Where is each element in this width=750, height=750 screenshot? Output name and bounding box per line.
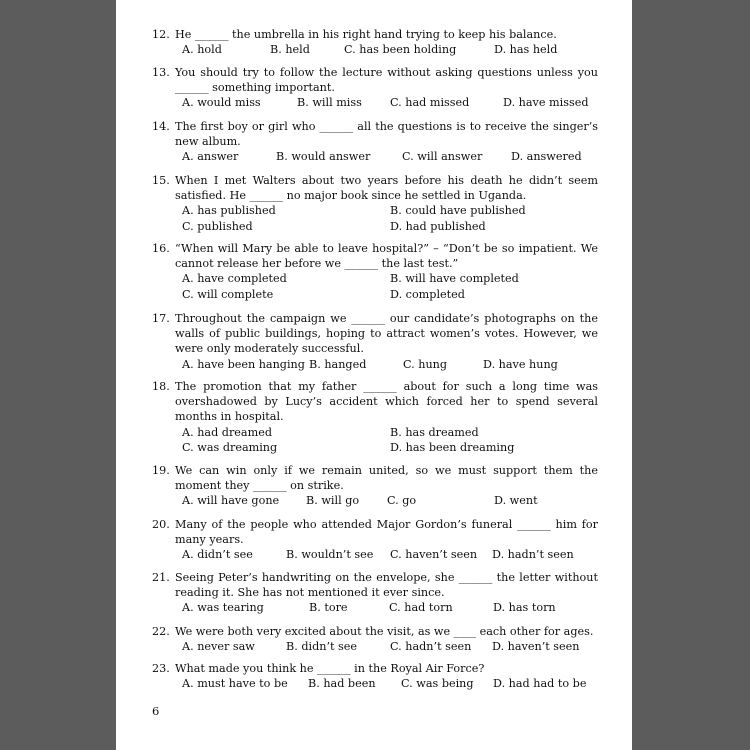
option-d: D. answered <box>511 150 582 164</box>
options-row <box>152 600 598 615</box>
option-a: A. must have to be <box>182 677 288 691</box>
question-number: 12. <box>152 28 170 41</box>
option-d: D. went <box>494 494 538 508</box>
question-number: 22. <box>152 625 170 638</box>
options-row <box>152 149 598 164</box>
options-row <box>152 547 598 562</box>
question-stem: When I met Walters about two years before his death he didn’t seem satisfied. He ______ no major book since he settled in Uganda. <box>175 174 598 203</box>
option-c: C. published <box>182 219 253 233</box>
option-c: C. has been holding <box>344 43 457 57</box>
question-stem: “When will Mary be able to leave hospital?” – “Don’t be so impatient. We cannot release her before we ______ the last test.” <box>175 242 598 271</box>
options-grid <box>152 425 598 455</box>
option-d: D. have missed <box>503 96 589 110</box>
question-12 <box>152 27 598 57</box>
option-c: C. hung <box>403 357 448 371</box>
question-15 <box>152 173 598 234</box>
question-stem: He ______ the umbrella in his right hand trying to keep his balance. <box>175 28 557 41</box>
option-a: A. will have gone <box>182 494 280 508</box>
question-number: 20. <box>152 518 170 531</box>
question-number: 21. <box>152 571 170 584</box>
option-b: B. will go <box>306 494 360 508</box>
question-17 <box>152 311 598 372</box>
question-number: 23. <box>152 662 170 675</box>
option-b: B. would answer <box>276 150 371 164</box>
option-d: D. completed <box>390 287 465 301</box>
option-b: B. will have completed <box>390 272 519 286</box>
question-20 <box>152 517 598 563</box>
options-row <box>152 639 598 654</box>
question-13 <box>152 65 598 111</box>
question-stem: You should try to follow the lecture without asking questions unless you ______ something important. <box>175 66 598 95</box>
option-b: B. wouldn’t see <box>286 548 374 562</box>
option-b: B. held <box>270 43 310 57</box>
options-row <box>152 493 598 508</box>
question-number: 14. <box>152 120 170 133</box>
option-a: A. have completed <box>182 272 287 286</box>
option-d: D. has been dreaming <box>390 440 515 454</box>
option-b: B. had been <box>308 677 376 691</box>
question-number: 17. <box>152 312 170 325</box>
option-a: A. didn’t see <box>182 548 253 562</box>
options-grid <box>152 203 598 233</box>
question-number: 16. <box>152 242 170 255</box>
option-a: A. hold <box>182 43 222 57</box>
option-c: C. was dreaming <box>182 440 278 454</box>
option-c: C. had torn <box>389 601 453 615</box>
option-d: D. has torn <box>493 601 556 615</box>
option-b: B. hanged <box>309 357 367 371</box>
question-16 <box>152 241 598 302</box>
question-number: 13. <box>152 66 170 79</box>
option-c: C. haven’t seen <box>390 548 478 562</box>
options-row <box>152 357 598 372</box>
option-c: C. will complete <box>182 287 274 301</box>
option-a: A. had dreamed <box>182 425 272 439</box>
option-d: D. has held <box>494 43 558 57</box>
question-stem: The first boy or girl who ______ all the questions is to receive the singer’s new album. <box>175 120 598 149</box>
option-b: B. didn’t see <box>286 640 358 654</box>
question-21 <box>152 570 598 616</box>
option-b: B. will miss <box>297 96 362 110</box>
option-c: C. had missed <box>390 96 470 110</box>
question-number: 19. <box>152 464 170 477</box>
question-stem: We can win only if we remain united, so we must support them the moment they ______ on strike. <box>175 464 598 493</box>
option-c: C. go <box>387 494 417 508</box>
option-c: C. will answer <box>402 150 483 164</box>
option-c: C. was being <box>401 677 474 691</box>
document-page <box>116 0 632 750</box>
option-b: B. tore <box>309 601 348 615</box>
option-a: A. answer <box>182 150 239 164</box>
options-grid <box>152 271 598 301</box>
question-stem: Seeing Peter’s handwriting on the envelope, she ______ the letter without reading it. She has not mentioned it ever since. <box>175 571 598 600</box>
option-b: B. has dreamed <box>390 425 479 439</box>
question-stem: The promotion that my father ______ about for such a long time was overshadowed by Lucy’s accident which forced her to spend several months in hospital. <box>175 380 598 424</box>
option-a: A. never saw <box>182 640 255 654</box>
page-number: 6 <box>152 704 160 718</box>
question-19 <box>152 463 598 509</box>
question-23 <box>152 661 598 691</box>
option-a: A. would miss <box>182 96 261 110</box>
option-d: D. have hung <box>483 357 558 371</box>
option-d: D. hadn’t seen <box>492 548 574 562</box>
option-a: A. was tearing <box>182 601 264 615</box>
question-number: 18. <box>152 380 170 393</box>
options-row <box>152 676 598 691</box>
question-stem: We were both very excited about the visit, as we ____ each other for ages. <box>175 625 594 638</box>
option-a: A. has published <box>182 204 276 218</box>
option-a: A. have been hanging <box>182 357 305 371</box>
question-stem: Throughout the campaign we ______ our candidate’s photographs on the walls of public buildings, hoping to attract women’s votes. However, we were only moderately successful. <box>175 312 598 356</box>
question-stem: Many of the people who attended Major Gordon’s funeral ______ him for many years. <box>175 518 598 547</box>
question-number: 15. <box>152 174 170 187</box>
option-b: B. could have published <box>390 204 526 218</box>
question-18 <box>152 379 598 455</box>
option-d: D. had published <box>390 219 486 233</box>
question-stem: What made you think he ______ in the Royal Air Force? <box>175 662 485 675</box>
options-row <box>152 95 598 110</box>
option-c: C. hadn’t seen <box>390 640 472 654</box>
question-22 <box>152 624 598 654</box>
question-14 <box>152 119 598 165</box>
option-d: D. haven’t seen <box>492 640 580 654</box>
option-d: D. had had to be <box>493 677 587 691</box>
options-row <box>152 42 598 57</box>
